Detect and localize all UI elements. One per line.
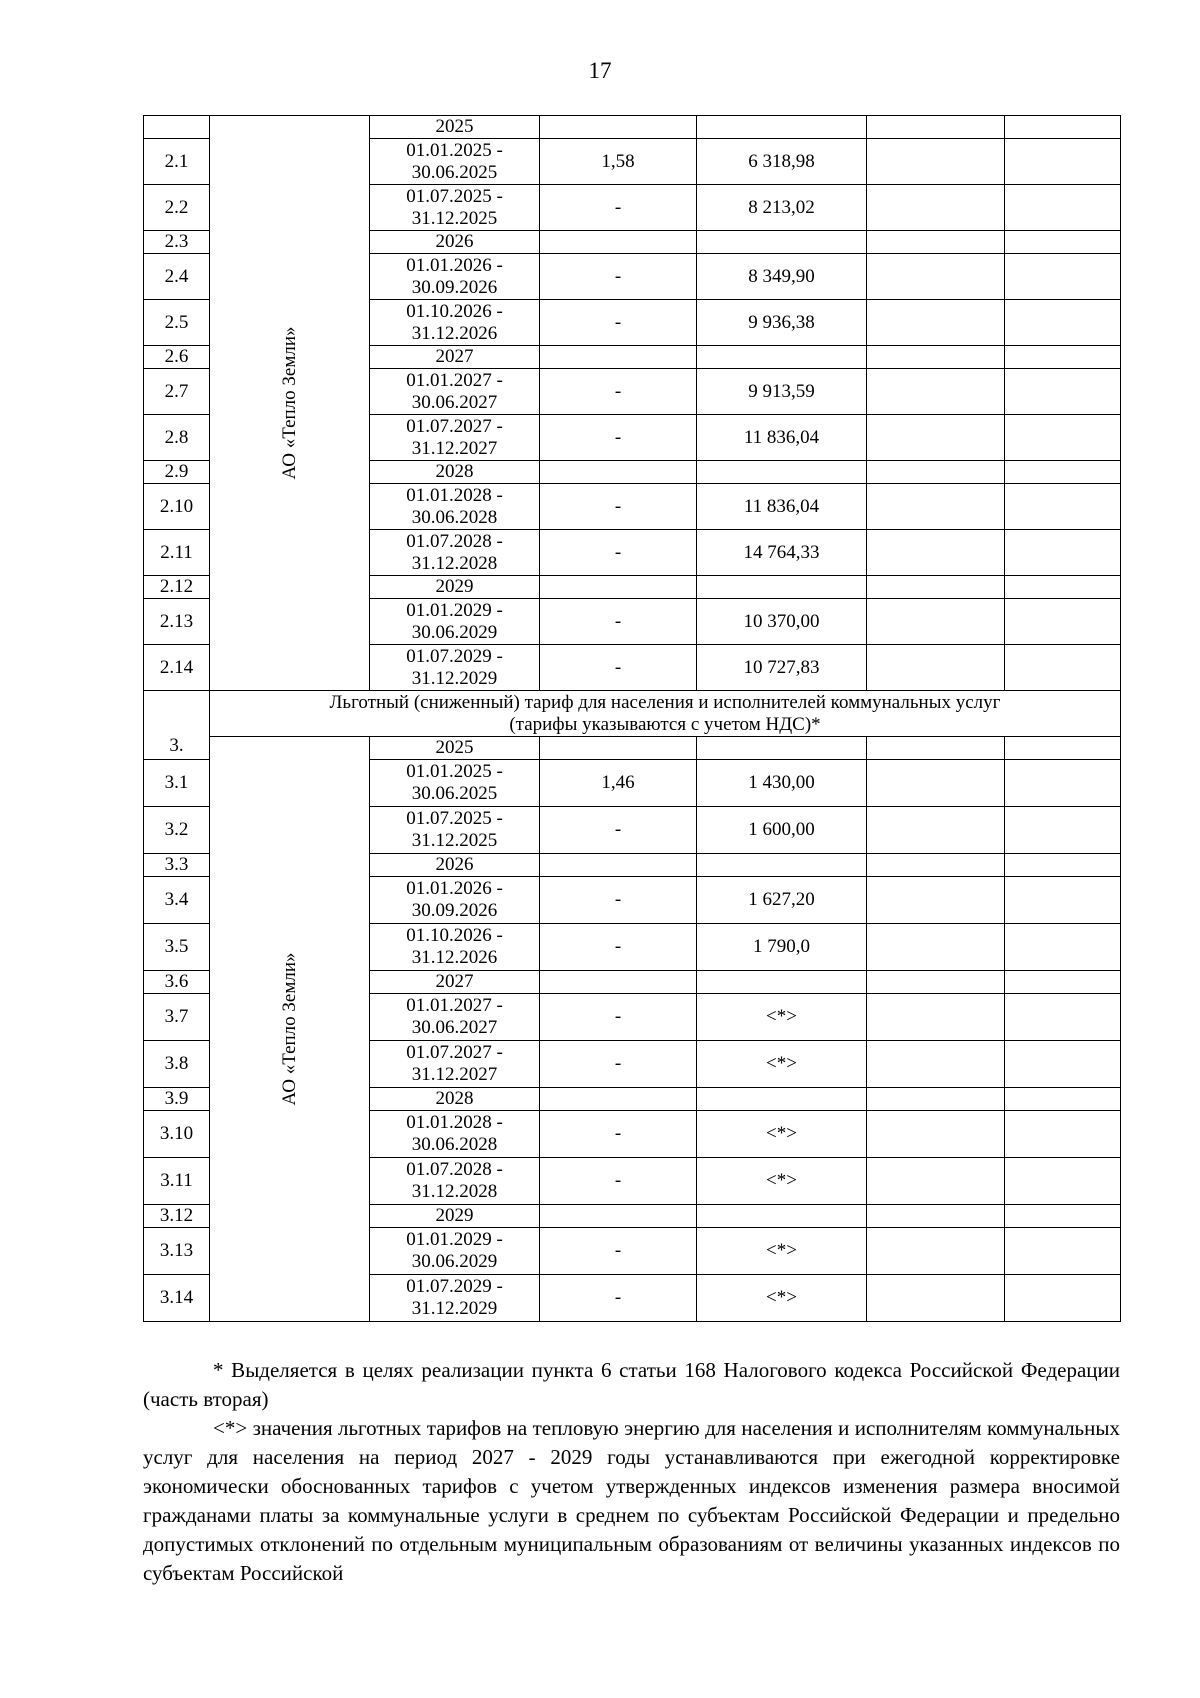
table-row [144,737,1121,760]
rate-coefficient-cell: - [540,415,697,461]
period-cell [370,415,540,461]
row-number: 2.14 [144,645,210,691]
empty-cell [867,760,1005,807]
rate-coefficient-cell: - [540,1275,697,1322]
row-number: 3.7 [144,994,210,1041]
rate-coefficient-cell [540,1205,697,1228]
period-line: 31.12.2029 [411,667,498,689]
period-line: 30.06.2027 [411,1017,498,1038]
empty-cell [1005,300,1121,346]
rate-coefficient-cell: - [540,185,697,231]
empty-cell [1005,139,1121,185]
period-line: 30.09.2026 [411,900,498,921]
empty-cell [1005,1111,1121,1158]
period-cell [370,116,540,139]
tariff-value-cell: 9 936,38 [697,300,867,346]
tariff-value-cell: 1 790,0 [697,924,867,971]
row-number: 3.5 [144,924,210,971]
period-line: 30.06.2028 [411,506,498,528]
period-line: 01.10.2026 - [406,300,503,322]
empty-cell [867,231,1005,254]
period-cell [370,254,540,300]
period-cell [370,807,540,854]
period-line: 30.06.2028 [411,1134,498,1155]
period-line: 01.07.2027 - [406,1042,503,1063]
period-line: 2027 [435,346,474,367]
tariff-table-body [144,116,1121,1322]
empty-cell [1005,1158,1121,1205]
period-cell [370,971,540,994]
empty-cell [867,737,1005,760]
period-line: 01.01.2027 - [406,369,503,391]
table-row [144,116,1121,139]
period-cell [370,461,540,484]
section-title-line-2: (тарифы указываются с учетом НДС)* [509,713,821,735]
empty-cell [867,1111,1005,1158]
tariff-value-cell: 1 627,20 [697,877,867,924]
period-line: 30.06.2025 [411,783,498,804]
empty-cell [867,300,1005,346]
rate-coefficient-cell: - [540,877,697,924]
period-cell [370,300,540,346]
period-cell [370,760,540,807]
section-title-line-1: Льготный (сниженный) тариф для населения и исполнителей коммунальных услуг [329,691,1001,713]
tariff-value-cell: <*> [697,1111,867,1158]
rate-coefficient-cell [540,116,697,139]
empty-cell [867,530,1005,576]
row-number [144,116,210,139]
period-cell [370,185,540,231]
row-number: 3.2 [144,807,210,854]
row-number: 3.14 [144,1275,210,1322]
empty-cell [867,807,1005,854]
rate-coefficient-cell [540,461,697,484]
empty-cell [1005,599,1121,645]
period-line: 01.07.2029 - [406,1276,503,1297]
empty-cell [1005,116,1121,139]
period-line: 01.01.2026 - [406,254,503,276]
row-number: 3.10 [144,1111,210,1158]
empty-cell [867,924,1005,971]
period-cell [370,369,540,415]
period-cell [370,854,540,877]
footnote-vat: * Выделяется в целях реализации пункта 6 статьи 168 Налогового кодекса Российской Федерации (часть вторая) [143,1358,1120,1411]
empty-cell [867,346,1005,369]
period-cell [370,530,540,576]
empty-cell [1005,924,1121,971]
row-number: 2.2 [144,185,210,231]
empty-cell [1005,1041,1121,1088]
empty-cell [867,1158,1005,1205]
period-line: 01.01.2028 - [406,1112,503,1133]
row-number: 2.9 [144,461,210,484]
empty-cell [867,415,1005,461]
rate-coefficient-cell [540,346,697,369]
period-cell [370,994,540,1041]
rate-coefficient-cell: - [540,530,697,576]
empty-cell [867,484,1005,530]
period-line: 31.12.2028 [411,1181,498,1202]
tariff-value-cell: 1 430,00 [697,760,867,807]
empty-cell [1005,254,1121,300]
tariff-value-cell: <*> [697,1275,867,1322]
period-line: 01.07.2027 - [406,415,503,437]
rate-coefficient-cell [540,737,697,760]
organization-name-cell [210,116,370,691]
empty-cell [1005,1088,1121,1111]
rate-coefficient-cell: - [540,1111,697,1158]
tariff-value-cell: 1 600,00 [697,807,867,854]
empty-cell [867,1041,1005,1088]
tariff-value-cell: <*> [697,1041,867,1088]
empty-cell [1005,231,1121,254]
period-line: 2026 [435,231,474,252]
period-line: 2025 [435,116,474,137]
period-line: 2029 [435,1205,474,1226]
organization-name: АО «Тепло Земли» [278,952,300,1106]
period-line: 01.07.2025 - [406,185,503,207]
empty-cell [1005,461,1121,484]
rate-coefficient-cell [540,854,697,877]
organization-name: АО «Тепло Земли» [278,326,300,480]
tariff-value-cell [697,461,867,484]
empty-cell [1005,346,1121,369]
rate-coefficient-cell: 1,46 [540,760,697,807]
period-line: 01.01.2029 - [406,599,503,621]
empty-cell [867,461,1005,484]
section-title [210,691,1121,737]
period-line: 31.12.2028 [411,552,498,574]
row-number: 3.13 [144,1228,210,1275]
period-line: 01.07.2029 - [406,645,503,667]
row-number: 3.8 [144,1041,210,1088]
row-number: 2.10 [144,484,210,530]
period-line: 31.12.2025 [411,830,498,851]
tariff-value-cell: 8 213,02 [697,185,867,231]
period-line: 01.07.2025 - [406,808,503,829]
empty-cell [1005,1275,1121,1322]
tariff-table [143,115,1121,1322]
period-cell [370,1111,540,1158]
empty-cell [867,116,1005,139]
period-line: 31.12.2026 [411,947,498,968]
empty-cell [1005,369,1121,415]
tariff-value-cell: 10 370,00 [697,599,867,645]
period-cell [370,231,540,254]
row-number: 2.6 [144,346,210,369]
empty-cell [1005,807,1121,854]
period-line: 2028 [435,1088,474,1109]
empty-cell [1005,185,1121,231]
empty-cell [867,854,1005,877]
tariff-value-cell: 10 727,83 [697,645,867,691]
period-cell [370,1088,540,1111]
period-cell [370,576,540,599]
empty-cell [1005,530,1121,576]
tariff-value-cell [697,854,867,877]
row-number: 2.11 [144,530,210,576]
rate-coefficient-cell: - [540,300,697,346]
row-number: 3.9 [144,1088,210,1111]
empty-cell [867,971,1005,994]
period-cell [370,1158,540,1205]
tariff-value-cell [697,116,867,139]
section-number: 3. [144,691,210,760]
tariff-value-cell [697,737,867,760]
period-cell [370,484,540,530]
tariff-value-cell: 8 349,90 [697,254,867,300]
row-number: 2.13 [144,599,210,645]
tariff-value-cell: <*> [697,1158,867,1205]
period-cell [370,737,540,760]
empty-cell [1005,576,1121,599]
rate-coefficient-cell [540,576,697,599]
period-line: 01.07.2028 - [406,1159,503,1180]
empty-cell [1005,484,1121,530]
empty-cell [867,1228,1005,1275]
row-number: 3.3 [144,854,210,877]
period-line: 31.12.2025 [411,207,498,229]
row-number: 2.5 [144,300,210,346]
rate-coefficient-cell: - [540,369,697,415]
section-header-row [144,691,1121,737]
period-cell [370,346,540,369]
tariff-value-cell: 11 836,04 [697,484,867,530]
empty-cell [867,1205,1005,1228]
row-number: 3.6 [144,971,210,994]
period-line: 31.12.2027 [411,1064,498,1085]
empty-cell [1005,645,1121,691]
period-line: 31.12.2029 [411,1298,498,1319]
period-line: 30.06.2029 [411,1251,498,1272]
period-line: 01.10.2026 - [406,925,503,946]
rate-coefficient-cell: - [540,484,697,530]
period-line: 01.01.2025 - [406,761,503,782]
empty-cell [1005,1205,1121,1228]
tariff-value-cell: 14 764,33 [697,530,867,576]
tariff-value-cell [697,576,867,599]
row-number: 3.4 [144,877,210,924]
empty-cell [867,185,1005,231]
period-line: 30.06.2025 [411,161,498,183]
tariff-value-cell: 6 318,98 [697,139,867,185]
period-cell [370,139,540,185]
period-line: 31.12.2027 [411,437,498,459]
row-number: 3.12 [144,1205,210,1228]
period-cell [370,877,540,924]
period-line: 2027 [435,971,474,992]
tariff-value-cell [697,1088,867,1111]
row-number: 2.3 [144,231,210,254]
period-cell [370,599,540,645]
organization-name-cell [210,737,370,1322]
empty-cell [867,994,1005,1041]
row-number: 3.11 [144,1158,210,1205]
rate-coefficient-cell: - [540,924,697,971]
footnotes [143,1356,1120,1588]
empty-cell [867,599,1005,645]
period-line: 30.06.2029 [411,621,498,643]
page-number: 17 [588,58,612,83]
rate-coefficient-cell: 1,58 [540,139,697,185]
row-number: 2.7 [144,369,210,415]
period-line: 2029 [435,576,474,597]
row-number: 2.8 [144,415,210,461]
period-cell [370,1275,540,1322]
tariff-value-cell: <*> [697,1228,867,1275]
period-cell [370,1041,540,1088]
footnote-preferential-tariffs: <*> значения льготных тарифов на тепловую энергию для населения и исполнителям коммунальных услуг для населения на период 2027 - 2029 годы устанавливаются при ежегодной корректировке экономически обоснованных тарифов с учетом утвержденных индексов изменения размера вносимой гражданами платы за коммунальные услуги в среднем по субъектам Российской Федерации и предельно допустимых отклонений по отдельным муниципальным образованиям от величины указанных индексов по субъектам Российской [143,1416,1120,1585]
empty-cell [1005,994,1121,1041]
period-cell [370,1228,540,1275]
rate-coefficient-cell: - [540,254,697,300]
tariff-value-cell [697,346,867,369]
row-number: 2.12 [144,576,210,599]
empty-cell [867,254,1005,300]
rate-coefficient-cell: - [540,994,697,1041]
empty-cell [867,369,1005,415]
row-number: 2.1 [144,139,210,185]
empty-cell [1005,737,1121,760]
period-line: 01.01.2026 - [406,878,503,899]
empty-cell [1005,415,1121,461]
rate-coefficient-cell: - [540,1158,697,1205]
period-cell [370,924,540,971]
rate-coefficient-cell: - [540,807,697,854]
tariff-value-cell: 11 836,04 [697,415,867,461]
empty-cell [867,576,1005,599]
period-line: 30.09.2026 [411,276,498,298]
empty-cell [867,645,1005,691]
empty-cell [867,1275,1005,1322]
rate-coefficient-cell: - [540,645,697,691]
period-line: 01.01.2028 - [406,484,503,506]
period-line: 2025 [435,737,474,758]
empty-cell [1005,877,1121,924]
tariff-value-cell [697,1205,867,1228]
period-line: 31.12.2026 [411,322,498,344]
period-line: 01.01.2029 - [406,1229,503,1250]
empty-cell [1005,854,1121,877]
tariff-value-cell: <*> [697,994,867,1041]
row-number: 2.4 [144,254,210,300]
rate-coefficient-cell [540,1088,697,1111]
period-line: 01.01.2025 - [406,139,503,161]
rate-coefficient-cell: - [540,1228,697,1275]
empty-cell [867,877,1005,924]
rate-coefficient-cell: - [540,599,697,645]
empty-cell [867,139,1005,185]
rate-coefficient-cell [540,971,697,994]
period-line: 2026 [435,854,474,875]
rate-coefficient-cell: - [540,1041,697,1088]
period-cell [370,1205,540,1228]
empty-cell [1005,1228,1121,1275]
period-cell [370,645,540,691]
tariff-value-cell [697,971,867,994]
row-number: 3.1 [144,760,210,807]
tariff-value-cell: 9 913,59 [697,369,867,415]
period-line: 30.06.2027 [411,391,498,413]
period-line: 2028 [435,461,474,482]
empty-cell [1005,971,1121,994]
empty-cell [1005,760,1121,807]
tariff-value-cell [697,231,867,254]
period-line: 01.07.2028 - [406,530,503,552]
rate-coefficient-cell [540,231,697,254]
period-line: 01.01.2027 - [406,995,503,1016]
empty-cell [867,1088,1005,1111]
